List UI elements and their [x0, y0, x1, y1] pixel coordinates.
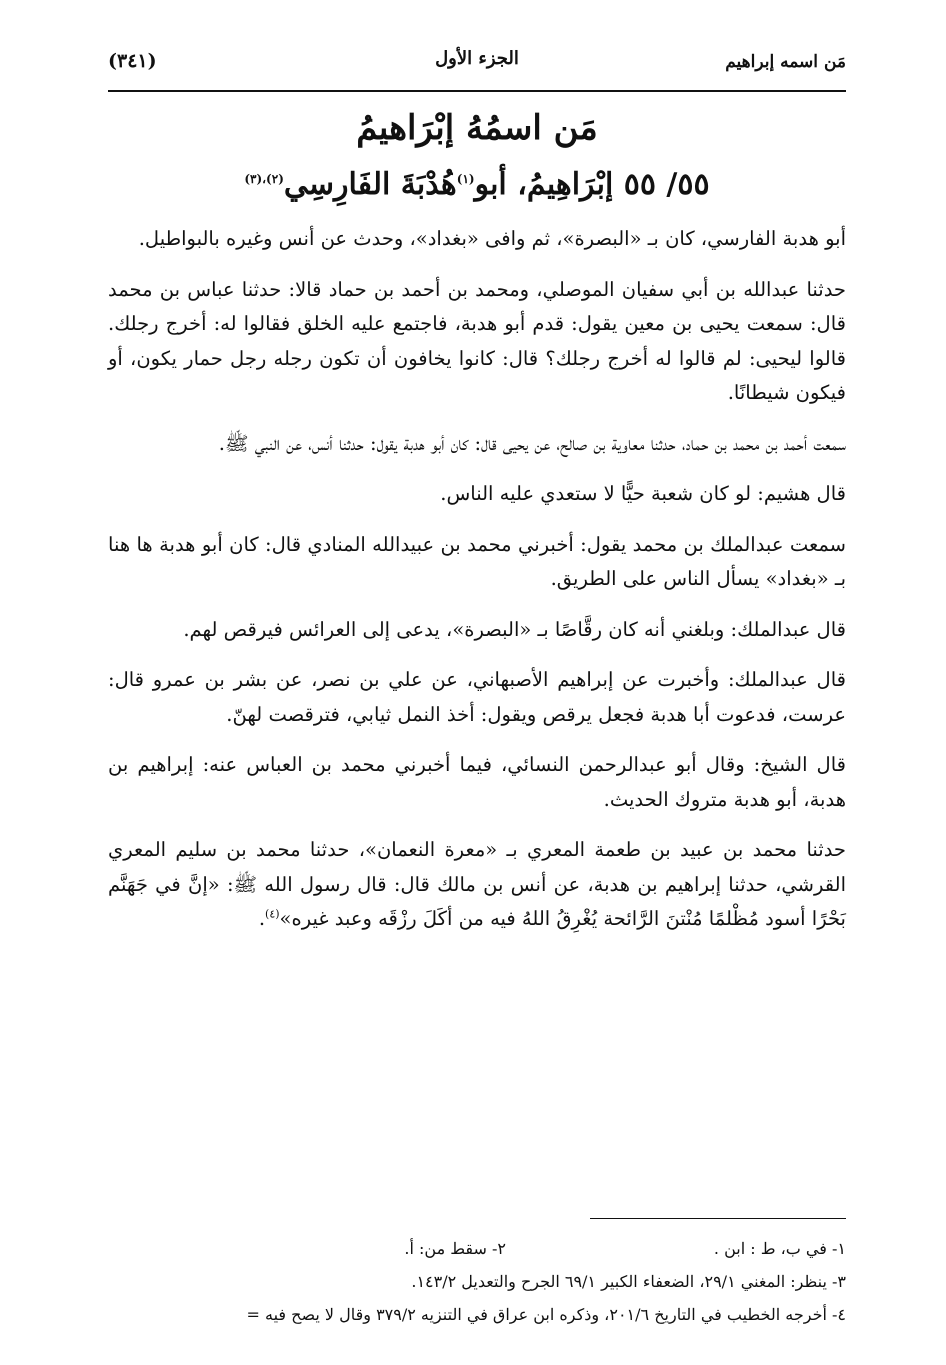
paragraph-6: قال عبدالملك: وبلغني أنه كان رقَّاصًا بـ «البصرة»، يدعى إلى العرائس فيرقص لهم.	[183, 617, 846, 641]
footnote-row-1	[100, 1232, 846, 1265]
chapter-title: مَن اسمُهُ إبْرَاهيمُ	[356, 108, 598, 148]
footnote-ref-1: (١)	[456, 172, 475, 186]
paragraph-5: سمعت عبدالملك بن محمد يقول: أخبرني محمد بن عبيدالله المنادي قال: كان أبو هدبة ها هنا بـ «بغداد» يسأل الناس على الطريق.	[108, 532, 846, 590]
paragraph-8: قال الشيخ: وقال أبو عبدالرحمن النسائي، فيما أخبرني محمد بن العباس عنه: إبراهيم بن هدبة، أبو هدبة متروك الحديث.	[108, 753, 846, 811]
footnote-row-2	[100, 1265, 846, 1298]
entry-title	[108, 158, 846, 206]
footnotes	[100, 1232, 846, 1331]
footnote-row-3	[100, 1298, 846, 1331]
header-page-number: (٣٤١)	[108, 50, 157, 72]
header-volume: الجزء الأول	[435, 48, 519, 69]
header-section-name: مَن اسمه إبراهيم	[725, 52, 846, 72]
footnote-2: ٢- سقط من: أ.	[404, 1239, 506, 1258]
paragraph-2: حدثنا عبدالله بن أبي سفيان الموصلي، ومحمد بن أحمد بن حماد قالا: حدثنا عباس بن محمد قال: سمعت يحيى بن معين يقول: قدم أبو هدبة، فاجتمع عليه الخلق فقالوا له: أخرج رجلك. قالوا ليحيى: لم قالوا له أخرج رجلك؟ قال: كانوا يخافون أن تكون رجله رجل حمار يكون، أو فيكون شيطانًا.	[108, 277, 846, 404]
footnote-1: ١- في ب، ط : ابن .	[713, 1239, 846, 1258]
paragraph-4: قال هشيم: لو كان شعبة حيًّا لا ستعدي عليه الناس.	[440, 482, 846, 505]
entry-number-and-name: ٥٥/ ٥٥ إبْرَاهِيمُ، أبو	[474, 167, 710, 202]
footnote-4: ٤- أخرجه الخطيب في التاريخ ٢٠١/٦، وذكره ابن عراق في التنزيه ٣٧٩/٢ وقال لا يصح فيه =	[246, 1305, 846, 1324]
paragraph-1: أبو هدبة الفارسي، كان بـ «البصرة»، ثم وافى «بغداد»، وحدث عن أنس وغيره بالبواطيل.	[138, 227, 846, 250]
paragraph-9-end: .	[258, 907, 266, 930]
footnote-ref-2-3: (٢)،(٣)	[244, 172, 284, 186]
footnote-ref-4: (٤)	[265, 907, 280, 921]
footnote-rule	[590, 1218, 846, 1219]
main-text	[108, 222, 846, 953]
paragraph-3: سمعت أحمد بن محمد بن حماد، حدثنا معاوية بن صالح، عن يحيى قال: كان أبو هدبة يقول: حدثنا أنس، عن النبي ﷺ.	[218, 431, 846, 455]
paragraph-9	[108, 833, 846, 937]
running-header	[108, 42, 846, 86]
footnote-3: ٣- ينظر: المغني ٢٩/١، الضعفاء الكبير ٦٩/١ الجرح والتعديل ١٤٣/٢.	[411, 1272, 846, 1291]
paragraph-7: قال عبدالملك: وأخبرت عن إبراهيم الأصبهاني، عن علي بن نصر، عن بشر بن عمرو قال: عرست، فدعوت أبا هدبة فجعل يرقص ويقول: أخذ النمل ثيابي، فترقصت لهنّ.	[108, 668, 846, 726]
entry-kunya: هُدْبَةَ الفَارِسِي	[283, 167, 457, 202]
paragraph-9-text: حدثنا محمد بن عبيد بن طعمة المعري بـ «معرة النعمان»، حدثنا محمد بن سليم المعري القرشي، حدثنا إبراهيم بن هدبة، عن أنس بن مالك قال: قال رسول الله ﷺ: «إنَّ في جَهَنَّم بَحْرًا أسود مُظْلمًا مُنْتنَ الرَّائحة يُغْرِقُ اللهُ فيه من أكَلَ رزْقَه وعبد غيره»	[108, 838, 846, 930]
header-rule	[108, 90, 846, 92]
